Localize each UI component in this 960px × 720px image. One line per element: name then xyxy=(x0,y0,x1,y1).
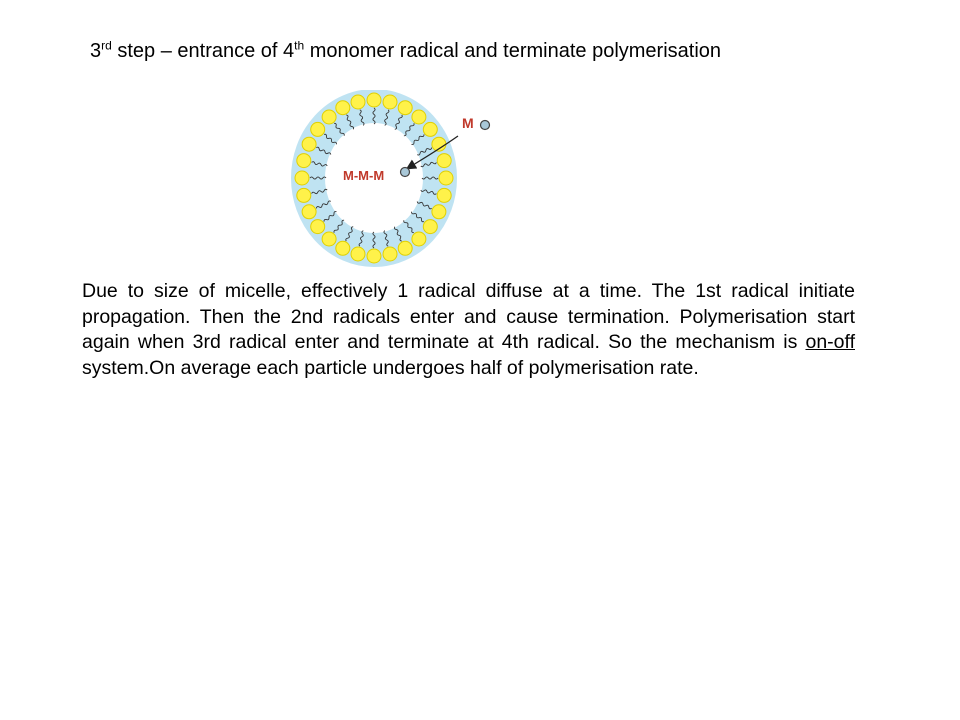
surfactant-head xyxy=(295,171,309,185)
surfactant-head xyxy=(437,188,451,202)
surfactant-head xyxy=(367,249,381,263)
title-superscript-rd: rd xyxy=(101,38,112,53)
surfactant-head xyxy=(398,101,412,115)
surfactant-head xyxy=(437,154,451,168)
explanation-paragraph xyxy=(82,279,855,381)
surfactant-head xyxy=(351,247,365,261)
paragraph-text-1: Due to size of micelle, effectively 1 radical diffuse at a time. The 1st radical initiate propagation. Then the 2nd radicals enter and cause termination. Polymerisation start again when 3rd radical enter and terminate at 4th radical. So the mechanism is xyxy=(82,280,855,353)
on-off-underlined: on-off xyxy=(805,331,855,353)
surfactant-head xyxy=(383,247,397,261)
monomer-radical-icon xyxy=(481,121,490,130)
chain-radical-icon xyxy=(401,168,410,177)
surfactant-head xyxy=(351,95,365,109)
surfactant-head xyxy=(302,205,316,219)
surfactant-head xyxy=(336,101,350,115)
polymer-chain-label: M-M-M xyxy=(343,168,385,183)
surfactant-head xyxy=(439,171,453,185)
title-superscript-th: th xyxy=(294,38,305,53)
surfactant-head xyxy=(398,241,412,255)
surfactant-head xyxy=(412,232,426,246)
slide-title xyxy=(90,38,910,64)
surfactant-head xyxy=(412,110,426,124)
surfactant-head xyxy=(432,205,446,219)
surfactant-head xyxy=(297,154,311,168)
surfactant-head xyxy=(423,220,437,234)
surfactant-head xyxy=(383,95,397,109)
surfactant-head xyxy=(311,122,325,136)
surfactant-head xyxy=(302,137,316,151)
micelle-svg xyxy=(280,90,520,270)
surfactant-head xyxy=(423,122,437,136)
paragraph-text-2: system.On average each particle undergoes half of polymerisation rate. xyxy=(82,356,699,379)
title-step-number: 3 xyxy=(90,40,102,62)
title-rest-text: monomer radical and terminate polymerisation xyxy=(304,40,722,62)
surfactant-head xyxy=(322,232,336,246)
surfactant-head xyxy=(297,188,311,202)
micelle-diagram xyxy=(280,90,520,270)
monomer-label: M xyxy=(462,115,474,131)
surfactant-head xyxy=(336,241,350,255)
surfactant-head xyxy=(367,93,381,107)
surfactant-head xyxy=(322,110,336,124)
surfactant-head xyxy=(311,220,325,234)
title-middle-text: step – entrance of 4 xyxy=(111,40,295,62)
